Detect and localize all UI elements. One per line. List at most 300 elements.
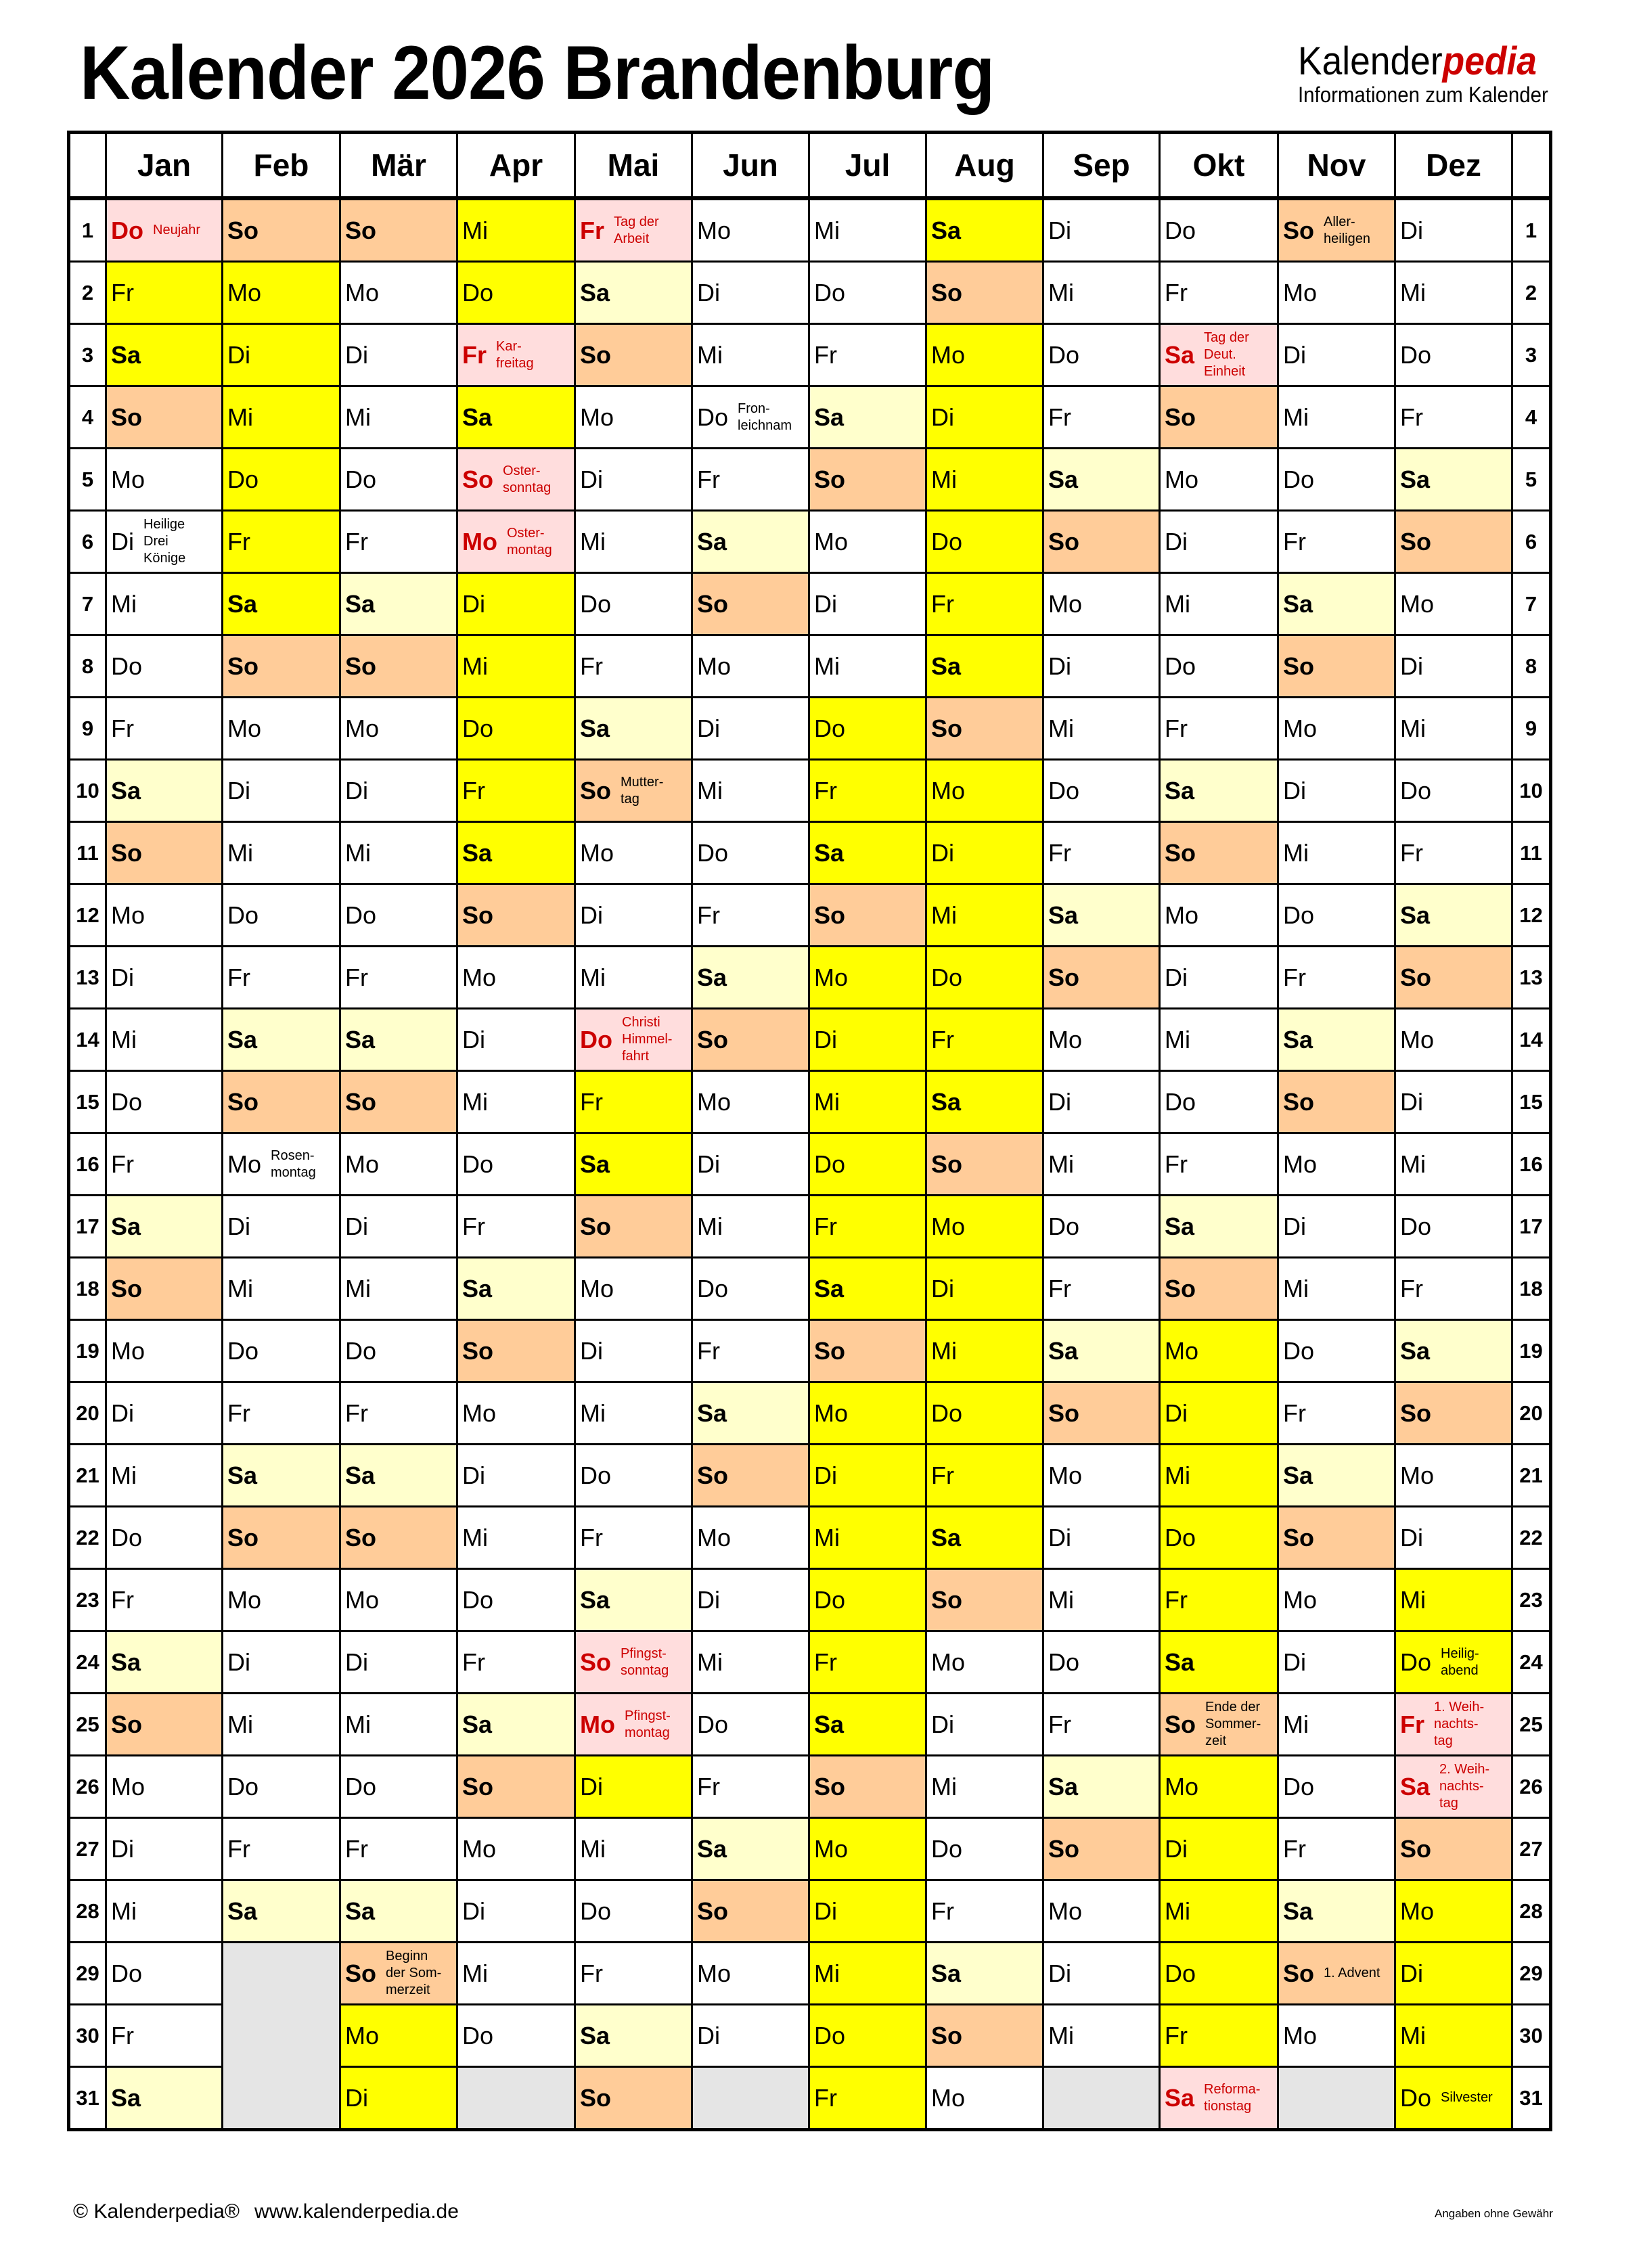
day-cell[interactable] xyxy=(457,1071,575,1133)
day-cell[interactable] xyxy=(340,635,457,698)
day-cell[interactable] xyxy=(340,262,457,324)
day-cell[interactable] xyxy=(1278,1880,1395,1943)
day-cell[interactable] xyxy=(457,449,575,511)
day-cell[interactable] xyxy=(457,1133,575,1196)
day-cell[interactable] xyxy=(575,573,692,635)
day-cell[interactable] xyxy=(809,1569,926,1631)
day-cell[interactable] xyxy=(926,1507,1043,1569)
day-cell[interactable] xyxy=(692,386,809,449)
day-cell[interactable] xyxy=(1395,1196,1512,1258)
day-cell[interactable] xyxy=(809,449,926,511)
day-cell[interactable] xyxy=(692,1943,809,2005)
day-cell[interactable] xyxy=(926,698,1043,760)
day-cell[interactable] xyxy=(340,511,457,573)
day-cell[interactable] xyxy=(575,1009,692,1071)
day-cell[interactable] xyxy=(1043,1818,1160,1880)
day-cell[interactable] xyxy=(1043,1320,1160,1382)
day-cell[interactable] xyxy=(340,1071,457,1133)
day-cell[interactable] xyxy=(1043,324,1160,386)
day-cell[interactable] xyxy=(692,1133,809,1196)
day-cell[interactable] xyxy=(1395,198,1512,262)
day-cell[interactable] xyxy=(692,822,809,884)
day-cell[interactable] xyxy=(1043,449,1160,511)
day-cell[interactable] xyxy=(926,324,1043,386)
day-cell[interactable] xyxy=(1043,511,1160,573)
day-cell[interactable] xyxy=(926,822,1043,884)
day-cell[interactable] xyxy=(1160,324,1278,386)
day-cell[interactable] xyxy=(457,635,575,698)
day-cell[interactable] xyxy=(457,947,575,1009)
day-cell[interactable] xyxy=(692,511,809,573)
day-cell[interactable] xyxy=(457,262,575,324)
day-cell[interactable] xyxy=(692,324,809,386)
day-cell[interactable] xyxy=(457,1880,575,1943)
day-cell[interactable] xyxy=(1395,511,1512,573)
day-cell[interactable] xyxy=(223,573,340,635)
day-cell[interactable] xyxy=(457,1943,575,2005)
day-cell[interactable] xyxy=(1278,635,1395,698)
day-cell[interactable] xyxy=(1395,1818,1512,1880)
day-cell[interactable] xyxy=(340,1196,457,1258)
day-cell[interactable] xyxy=(223,1507,340,1569)
day-cell[interactable] xyxy=(1160,1009,1278,1071)
day-cell[interactable] xyxy=(1043,1196,1160,1258)
day-cell[interactable] xyxy=(575,1507,692,1569)
day-cell[interactable] xyxy=(1043,1445,1160,1507)
day-cell[interactable] xyxy=(223,822,340,884)
day-cell[interactable] xyxy=(457,1756,575,1818)
day-cell[interactable] xyxy=(223,635,340,698)
day-cell[interactable] xyxy=(457,698,575,760)
day-cell[interactable] xyxy=(1278,511,1395,573)
day-cell[interactable] xyxy=(692,2005,809,2067)
day-cell[interactable] xyxy=(1160,1258,1278,1320)
day-cell[interactable] xyxy=(1278,1694,1395,1756)
day-cell[interactable] xyxy=(1160,947,1278,1009)
day-cell[interactable] xyxy=(340,449,457,511)
day-cell[interactable] xyxy=(106,1196,223,1258)
day-cell[interactable] xyxy=(1395,635,1512,698)
day-cell[interactable] xyxy=(809,1320,926,1382)
day-cell[interactable] xyxy=(926,947,1043,1009)
day-cell[interactable] xyxy=(1395,1133,1512,1196)
day-cell[interactable] xyxy=(692,1756,809,1818)
day-cell[interactable] xyxy=(457,1631,575,1694)
day-cell[interactable] xyxy=(1278,947,1395,1009)
day-cell[interactable] xyxy=(1160,635,1278,698)
day-cell[interactable] xyxy=(1278,1507,1395,1569)
day-cell[interactable] xyxy=(340,698,457,760)
day-cell[interactable] xyxy=(926,884,1043,947)
day-cell[interactable] xyxy=(1395,884,1512,947)
day-cell[interactable] xyxy=(340,386,457,449)
day-cell[interactable] xyxy=(1278,760,1395,822)
day-cell[interactable] xyxy=(926,1818,1043,1880)
day-cell[interactable] xyxy=(575,1569,692,1631)
day-cell[interactable] xyxy=(809,262,926,324)
day-cell[interactable] xyxy=(1043,198,1160,262)
day-cell[interactable] xyxy=(1395,698,1512,760)
day-cell[interactable] xyxy=(1395,1071,1512,1133)
day-cell[interactable] xyxy=(1160,386,1278,449)
day-cell[interactable] xyxy=(106,2005,223,2067)
day-cell[interactable] xyxy=(575,1818,692,1880)
day-cell[interactable] xyxy=(106,449,223,511)
day-cell[interactable] xyxy=(1278,1071,1395,1133)
day-cell[interactable] xyxy=(1395,1631,1512,1694)
day-cell[interactable] xyxy=(575,822,692,884)
day-cell[interactable] xyxy=(1160,1631,1278,1694)
day-cell[interactable] xyxy=(457,198,575,262)
day-cell[interactable] xyxy=(575,1880,692,1943)
day-cell[interactable] xyxy=(692,947,809,1009)
day-cell[interactable] xyxy=(692,1631,809,1694)
day-cell[interactable] xyxy=(692,635,809,698)
day-cell[interactable] xyxy=(809,1133,926,1196)
day-cell[interactable] xyxy=(575,2005,692,2067)
day-cell[interactable] xyxy=(1395,324,1512,386)
day-cell[interactable] xyxy=(1160,1569,1278,1631)
day-cell[interactable] xyxy=(1278,386,1395,449)
day-cell[interactable] xyxy=(1278,1196,1395,1258)
day-cell[interactable] xyxy=(106,947,223,1009)
day-cell[interactable] xyxy=(1395,947,1512,1009)
day-cell[interactable] xyxy=(1278,324,1395,386)
day-cell[interactable] xyxy=(1160,1196,1278,1258)
day-cell[interactable] xyxy=(809,1071,926,1133)
day-cell[interactable] xyxy=(1160,822,1278,884)
day-cell[interactable] xyxy=(223,1756,340,1818)
day-cell[interactable] xyxy=(1160,1445,1278,1507)
day-cell[interactable] xyxy=(340,1880,457,1943)
day-cell[interactable] xyxy=(809,1507,926,1569)
day-cell[interactable] xyxy=(809,1009,926,1071)
day-cell[interactable] xyxy=(1043,884,1160,947)
day-cell[interactable] xyxy=(1278,1258,1395,1320)
day-cell[interactable] xyxy=(1395,1258,1512,1320)
day-cell[interactable] xyxy=(457,1818,575,1880)
day-cell[interactable] xyxy=(1278,884,1395,947)
day-cell[interactable] xyxy=(1278,262,1395,324)
day-cell[interactable] xyxy=(926,1445,1043,1507)
day-cell[interactable] xyxy=(106,1631,223,1694)
day-cell[interactable] xyxy=(1395,1943,1512,2005)
day-cell[interactable] xyxy=(575,635,692,698)
day-cell[interactable] xyxy=(457,1258,575,1320)
day-cell[interactable] xyxy=(106,822,223,884)
day-cell[interactable] xyxy=(223,947,340,1009)
day-cell[interactable] xyxy=(457,1196,575,1258)
day-cell[interactable] xyxy=(1043,1569,1160,1631)
day-cell[interactable] xyxy=(223,262,340,324)
day-cell[interactable] xyxy=(106,635,223,698)
day-cell[interactable] xyxy=(809,1818,926,1880)
day-cell[interactable] xyxy=(457,511,575,573)
day-cell[interactable] xyxy=(1043,2005,1160,2067)
day-cell[interactable] xyxy=(926,449,1043,511)
day-cell[interactable] xyxy=(1395,1694,1512,1756)
day-cell[interactable] xyxy=(1395,1880,1512,1943)
day-cell[interactable] xyxy=(1043,822,1160,884)
day-cell[interactable] xyxy=(340,1756,457,1818)
day-cell[interactable] xyxy=(1043,1382,1160,1445)
day-cell[interactable] xyxy=(106,573,223,635)
day-cell[interactable] xyxy=(809,1445,926,1507)
day-cell[interactable] xyxy=(575,449,692,511)
day-cell[interactable] xyxy=(575,698,692,760)
day-cell[interactable] xyxy=(809,573,926,635)
day-cell[interactable] xyxy=(809,1880,926,1943)
day-cell[interactable] xyxy=(1160,1320,1278,1382)
day-cell[interactable] xyxy=(1043,1880,1160,1943)
day-cell[interactable] xyxy=(1278,573,1395,635)
day-cell[interactable] xyxy=(692,262,809,324)
day-cell[interactable] xyxy=(575,884,692,947)
day-cell[interactable] xyxy=(1043,262,1160,324)
day-cell[interactable] xyxy=(1160,884,1278,947)
day-cell[interactable] xyxy=(575,1071,692,1133)
day-cell[interactable] xyxy=(1395,262,1512,324)
day-cell[interactable] xyxy=(926,1569,1043,1631)
day-cell[interactable] xyxy=(223,760,340,822)
day-cell[interactable] xyxy=(1395,1445,1512,1507)
day-cell[interactable] xyxy=(1395,386,1512,449)
day-cell[interactable] xyxy=(106,1320,223,1382)
day-cell[interactable] xyxy=(223,1258,340,1320)
day-cell[interactable] xyxy=(223,1382,340,1445)
day-cell[interactable] xyxy=(575,1382,692,1445)
day-cell[interactable] xyxy=(1043,1943,1160,2005)
day-cell[interactable] xyxy=(692,1196,809,1258)
day-cell[interactable] xyxy=(223,198,340,262)
day-cell[interactable] xyxy=(926,1320,1043,1382)
day-cell[interactable] xyxy=(340,2067,457,2130)
day-cell[interactable] xyxy=(926,386,1043,449)
day-cell[interactable] xyxy=(340,822,457,884)
day-cell[interactable] xyxy=(1160,1943,1278,2005)
day-cell[interactable] xyxy=(106,698,223,760)
day-cell[interactable] xyxy=(1278,1943,1395,2005)
day-cell[interactable] xyxy=(575,1258,692,1320)
day-cell[interactable] xyxy=(692,1320,809,1382)
day-cell[interactable] xyxy=(1160,1880,1278,1943)
day-cell[interactable] xyxy=(692,198,809,262)
day-cell[interactable] xyxy=(457,324,575,386)
day-cell[interactable] xyxy=(692,1382,809,1445)
day-cell[interactable] xyxy=(575,324,692,386)
day-cell[interactable] xyxy=(106,1133,223,1196)
day-cell[interactable] xyxy=(1160,511,1278,573)
day-cell[interactable] xyxy=(106,1569,223,1631)
day-cell[interactable] xyxy=(457,1382,575,1445)
day-cell[interactable] xyxy=(575,262,692,324)
day-cell[interactable] xyxy=(809,1196,926,1258)
day-cell[interactable] xyxy=(1395,1569,1512,1631)
day-cell[interactable] xyxy=(1278,698,1395,760)
day-cell[interactable] xyxy=(1160,2005,1278,2067)
day-cell[interactable] xyxy=(340,1445,457,1507)
day-cell[interactable] xyxy=(1043,1071,1160,1133)
day-cell[interactable] xyxy=(1160,698,1278,760)
day-cell[interactable] xyxy=(926,635,1043,698)
day-cell[interactable] xyxy=(106,1258,223,1320)
day-cell[interactable] xyxy=(223,511,340,573)
day-cell[interactable] xyxy=(223,1133,340,1196)
day-cell[interactable] xyxy=(340,1631,457,1694)
day-cell[interactable] xyxy=(692,1507,809,1569)
day-cell[interactable] xyxy=(809,2005,926,2067)
day-cell[interactable] xyxy=(692,1818,809,1880)
day-cell[interactable] xyxy=(692,698,809,760)
day-cell[interactable] xyxy=(457,760,575,822)
day-cell[interactable] xyxy=(1160,1382,1278,1445)
day-cell[interactable] xyxy=(223,1320,340,1382)
day-cell[interactable] xyxy=(223,1009,340,1071)
day-cell[interactable] xyxy=(1160,1694,1278,1756)
day-cell[interactable] xyxy=(692,1569,809,1631)
day-cell[interactable] xyxy=(926,198,1043,262)
day-cell[interactable] xyxy=(809,386,926,449)
day-cell[interactable] xyxy=(340,947,457,1009)
day-cell[interactable] xyxy=(340,1382,457,1445)
day-cell[interactable] xyxy=(223,1445,340,1507)
day-cell[interactable] xyxy=(575,1631,692,1694)
day-cell[interactable] xyxy=(340,1569,457,1631)
day-cell[interactable] xyxy=(1043,573,1160,635)
day-cell[interactable] xyxy=(575,198,692,262)
day-cell[interactable] xyxy=(340,198,457,262)
day-cell[interactable] xyxy=(1160,1756,1278,1818)
day-cell[interactable] xyxy=(106,386,223,449)
day-cell[interactable] xyxy=(223,324,340,386)
day-cell[interactable] xyxy=(106,1382,223,1445)
day-cell[interactable] xyxy=(340,1320,457,1382)
day-cell[interactable] xyxy=(106,262,223,324)
day-cell[interactable] xyxy=(1278,1445,1395,1507)
day-cell[interactable] xyxy=(1043,635,1160,698)
day-cell[interactable] xyxy=(223,449,340,511)
day-cell[interactable] xyxy=(926,760,1043,822)
day-cell[interactable] xyxy=(106,1009,223,1071)
day-cell[interactable] xyxy=(809,2067,926,2130)
day-cell[interactable] xyxy=(575,1133,692,1196)
day-cell[interactable] xyxy=(926,1694,1043,1756)
day-cell[interactable] xyxy=(223,1196,340,1258)
day-cell[interactable] xyxy=(926,1756,1043,1818)
day-cell[interactable] xyxy=(926,1009,1043,1071)
day-cell[interactable] xyxy=(809,324,926,386)
day-cell[interactable] xyxy=(1278,449,1395,511)
day-cell[interactable] xyxy=(1395,2005,1512,2067)
day-cell[interactable] xyxy=(106,1507,223,1569)
day-cell[interactable] xyxy=(692,1694,809,1756)
day-cell[interactable] xyxy=(106,1694,223,1756)
day-cell[interactable] xyxy=(926,511,1043,573)
day-cell[interactable] xyxy=(575,2067,692,2130)
day-cell[interactable] xyxy=(1043,1133,1160,1196)
day-cell[interactable] xyxy=(1043,947,1160,1009)
day-cell[interactable] xyxy=(809,698,926,760)
day-cell[interactable] xyxy=(1043,1507,1160,1569)
day-cell[interactable] xyxy=(223,1818,340,1880)
day-cell[interactable] xyxy=(340,1818,457,1880)
day-cell[interactable] xyxy=(1278,1818,1395,1880)
day-cell[interactable] xyxy=(809,1631,926,1694)
day-cell[interactable] xyxy=(1278,1631,1395,1694)
day-cell[interactable] xyxy=(340,2005,457,2067)
day-cell[interactable] xyxy=(1043,1694,1160,1756)
day-cell[interactable] xyxy=(692,449,809,511)
day-cell[interactable] xyxy=(1395,449,1512,511)
day-cell[interactable] xyxy=(106,1445,223,1507)
day-cell[interactable] xyxy=(692,884,809,947)
day-cell[interactable] xyxy=(809,1943,926,2005)
day-cell[interactable] xyxy=(1043,1631,1160,1694)
day-cell[interactable] xyxy=(1395,2067,1512,2130)
day-cell[interactable] xyxy=(106,511,223,573)
day-cell[interactable] xyxy=(106,760,223,822)
day-cell[interactable] xyxy=(1395,1320,1512,1382)
day-cell[interactable] xyxy=(692,1445,809,1507)
day-cell[interactable] xyxy=(340,1507,457,1569)
day-cell[interactable] xyxy=(692,1258,809,1320)
day-cell[interactable] xyxy=(809,947,926,1009)
day-cell[interactable] xyxy=(1160,2067,1278,2130)
day-cell[interactable] xyxy=(1278,822,1395,884)
day-cell[interactable] xyxy=(926,262,1043,324)
day-cell[interactable] xyxy=(1043,698,1160,760)
day-cell[interactable] xyxy=(575,1196,692,1258)
day-cell[interactable] xyxy=(1160,1071,1278,1133)
day-cell[interactable] xyxy=(809,1756,926,1818)
day-cell[interactable] xyxy=(1043,760,1160,822)
day-cell[interactable] xyxy=(457,1569,575,1631)
day-cell[interactable] xyxy=(457,386,575,449)
day-cell[interactable] xyxy=(692,760,809,822)
day-cell[interactable] xyxy=(926,1943,1043,2005)
day-cell[interactable] xyxy=(1160,449,1278,511)
day-cell[interactable] xyxy=(575,1756,692,1818)
day-cell[interactable] xyxy=(926,1133,1043,1196)
day-cell[interactable] xyxy=(457,822,575,884)
day-cell[interactable] xyxy=(340,1133,457,1196)
day-cell[interactable] xyxy=(457,573,575,635)
day-cell[interactable] xyxy=(1160,1507,1278,1569)
day-cell[interactable] xyxy=(926,1071,1043,1133)
day-cell[interactable] xyxy=(1160,1133,1278,1196)
day-cell[interactable] xyxy=(457,2005,575,2067)
day-cell[interactable] xyxy=(223,1569,340,1631)
day-cell[interactable] xyxy=(1395,1756,1512,1818)
day-cell[interactable] xyxy=(809,884,926,947)
day-cell[interactable] xyxy=(575,1445,692,1507)
day-cell[interactable] xyxy=(1278,1009,1395,1071)
day-cell[interactable] xyxy=(809,511,926,573)
day-cell[interactable] xyxy=(106,884,223,947)
day-cell[interactable] xyxy=(1043,1756,1160,1818)
day-cell[interactable] xyxy=(106,1818,223,1880)
day-cell[interactable] xyxy=(575,1320,692,1382)
day-cell[interactable] xyxy=(1278,1320,1395,1382)
day-cell[interactable] xyxy=(106,1943,223,2005)
day-cell[interactable] xyxy=(1278,198,1395,262)
day-cell[interactable] xyxy=(106,1071,223,1133)
day-cell[interactable] xyxy=(926,1258,1043,1320)
day-cell[interactable] xyxy=(1278,1382,1395,1445)
day-cell[interactable] xyxy=(1278,2005,1395,2067)
day-cell[interactable] xyxy=(809,822,926,884)
day-cell[interactable] xyxy=(692,1009,809,1071)
